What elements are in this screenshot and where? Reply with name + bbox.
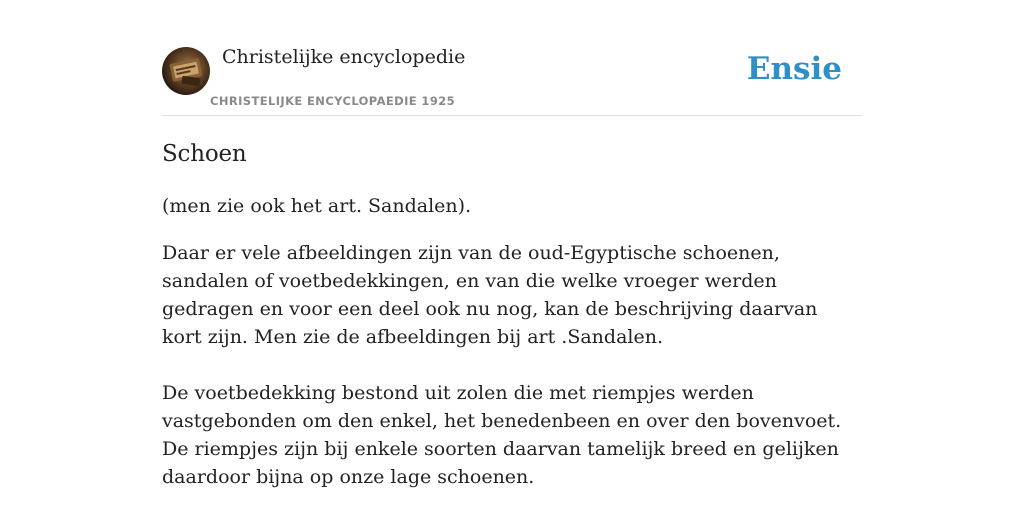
article-paragraph-body: Daar er vele afbeeldingen zijn van de oud-Egyptische schoenen, sandalen of voetbedekkingen, en van die welke vroeger werden gedragen en voor een deel ook nu nog, kan de beschrijving daarvan kort zijn. Men zie de afbeeldingen bij art .Sandalen. De voetbedekking bestond uit zolen die met riempjes werden vastgebonden om den enkel, het benedenbeen en over den bovenvoet. De riempjes zijn bij enkele soorten daarvan tamelijk breed en gelijken daardoor bijna op onze lage schoenen. [162,242,842,488]
encyclopedia-avatar-icon[interactable] [162,47,210,95]
article-paragraph-crossref: (men zie ook het art. Sandalen). [162,195,472,217]
source-subtitle[interactable]: CHRISTELIJKE ENCYCLOPAEDIE 1925 [210,94,456,108]
ensie-logo-link[interactable]: Ensie [746,51,842,87]
site-title[interactable]: Christelijke encyclopedie [222,46,466,68]
book-cover-icon [162,47,210,95]
header [162,45,862,115]
header-divider [162,115,862,116]
article [162,138,862,491]
article-headword: Schoen [162,141,247,167]
